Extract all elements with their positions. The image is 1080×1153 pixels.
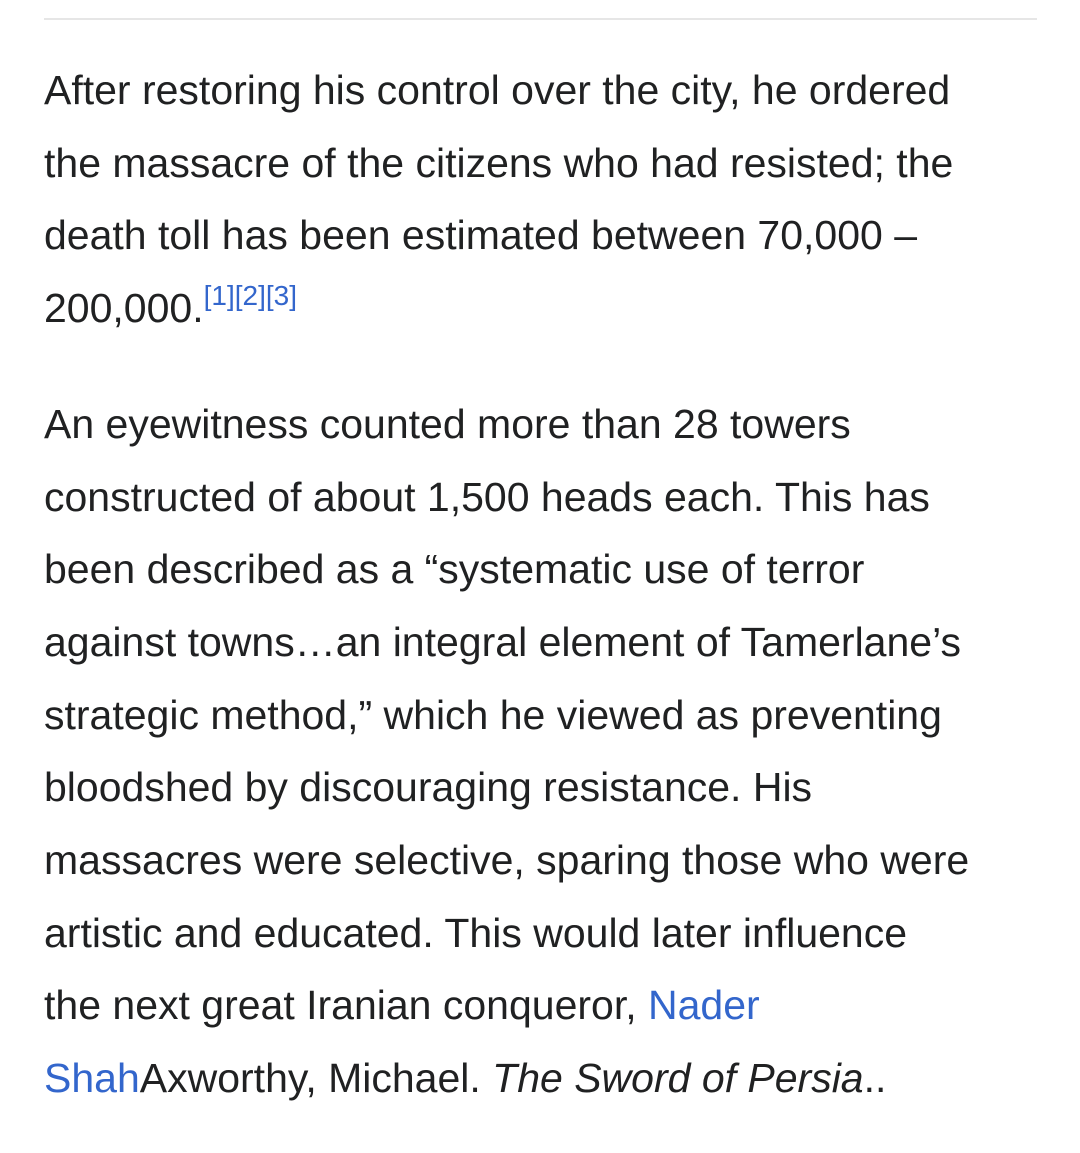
- citation-link-1[interactable]: [1]: [203, 280, 235, 312]
- text-line: against towns…an integral element of Tamerlane’s: [44, 618, 961, 665]
- text-line: 200,000.: [44, 285, 204, 332]
- citation-link-2[interactable]: [2]: [234, 280, 266, 312]
- text-line: the massacre of the citizens who had resisted; the: [44, 139, 954, 186]
- text-line: strategic method,” which he viewed as preventing: [44, 691, 942, 738]
- text-line: bloodshed by discouraging resistance. His: [44, 764, 813, 811]
- link-nader-shah-part2[interactable]: Shah: [44, 1055, 140, 1102]
- link-nader-shah-part1[interactable]: Nader: [648, 982, 760, 1029]
- citation-link-3[interactable]: [3]: [265, 280, 298, 312]
- text-line: An eyewitness counted more than 28 towers: [44, 400, 851, 447]
- text-line: been described as a “systematic use of terror: [44, 546, 865, 593]
- text-line: constructed of about 1,500 heads each. This has: [44, 473, 930, 520]
- text-line: the next great Iranian conqueror,: [44, 982, 649, 1029]
- citation-group: [203, 280, 298, 331]
- section-divider: [44, 18, 1037, 20]
- reference-author: Axworthy, Michael.: [139, 1055, 493, 1102]
- reference-end-punct: ..: [863, 1055, 887, 1102]
- text-line: After restoring his control over the city, he ordered: [44, 67, 951, 113]
- text-line: massacres were selective, sparing those who were: [44, 837, 970, 884]
- text-line: death toll has been estimated between 70,000 –: [44, 212, 918, 259]
- article-body: [44, 54, 1044, 1115]
- text-line: artistic and educated. This would later influence: [44, 909, 908, 956]
- reference-book-title: The Sword of Persia: [492, 1055, 864, 1102]
- paragraph-towers: [44, 388, 1044, 1115]
- paragraph-massacre: [44, 54, 1044, 345]
